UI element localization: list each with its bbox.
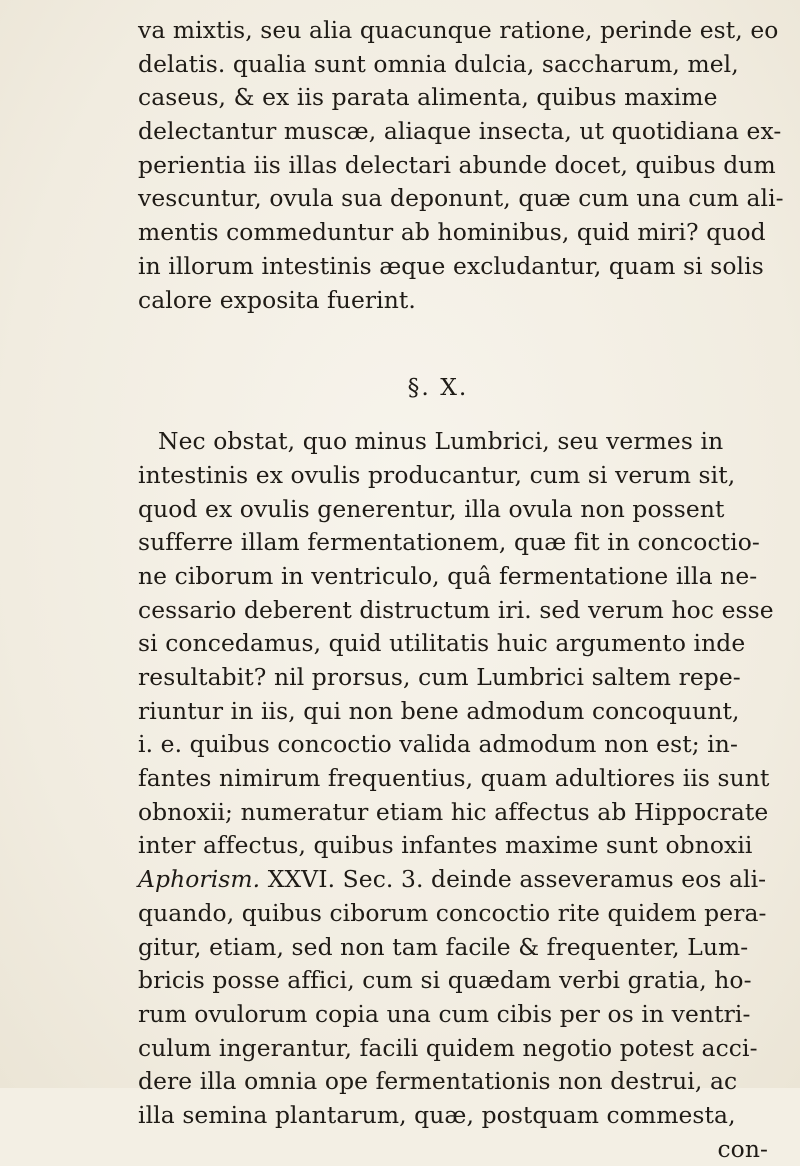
text-line: vescuntur, ovula sua deponunt, quæ cum una cum ali- — [138, 184, 784, 213]
text-line: culum ingerantur, facili quidem negotio potest acci- — [138, 1033, 758, 1062]
text-line: intestinis ex ovulis producantur, cum si verum sit, — [138, 460, 736, 489]
text-line: cessario deberent distructum iri. sed verum hoc esse — [138, 595, 774, 624]
text-line: resultabit? nil prorsus, cum Lumbrici saltem repe- — [138, 663, 741, 691]
text-line: i. e. quibus concoctio valida admodum non est; in- — [138, 730, 738, 759]
aphorism-abbrev: Aphorism. — [138, 865, 261, 894]
text-line: obnoxii; numeratur etiam hic affectus ab Hippocrate — [138, 797, 769, 826]
text-line: in illorum intestinis æque excludantur, quam si solis — [138, 251, 764, 280]
paragraph-2 — [138, 425, 778, 1132]
text-line: va mixtis, seu alia quacunque ratione, perinde est, eo — [138, 16, 779, 44]
text-line: sufferre illam fermentationem, quæ fit in concoctio- — [138, 528, 760, 557]
text-line: delatis. qualia sunt omnia dulcia, saccharum, mel, — [138, 49, 739, 78]
catchword: con- — [717, 1134, 768, 1163]
text-line: delectantur muscæ, aliaque insecta, ut quotidiana ex- — [138, 117, 782, 146]
text-line: illa semina plantarum, quæ, postquam commesta, — [138, 1100, 736, 1129]
text-line: caseus, & ex iis parata alimenta, quibus maxime — [138, 83, 718, 112]
text-block — [138, 14, 784, 1166]
text-line: gitur, etiam, sed non tam facile & frequenter, Lum- — [138, 932, 749, 961]
text-line: si concedamus, quid utilitatis huic argumento inde — [138, 629, 746, 658]
text-line: inter affectus, quibus infantes maxime sunt obnoxii — [138, 831, 753, 860]
text-line: quando, quibus ciborum concoctio rite quidem pera- — [138, 898, 767, 927]
text-line: mentis commeduntur ab hominibus, quid miri? quod — [138, 218, 766, 247]
paragraph-1 — [138, 14, 784, 317]
aphorism-rest: XXVI. Sec. 3. deinde asseveramus eos ali- — [260, 865, 767, 894]
text-line: bricis posse affici, cum si quædam verbi gratia, ho- — [138, 966, 752, 995]
text-line: fantes nimirum frequentius, quam adultiores iis sunt — [138, 764, 770, 793]
text-line: ne ciborum in ventriculo, quâ fermentatione illa ne- — [138, 561, 758, 590]
text-line: calore exposita fuerint. — [138, 285, 416, 314]
text-line: dere illa omnia ope fermentationis non destrui, ac — [138, 1067, 738, 1096]
text-line: rum ovulorum copia una cum cibis per os in ventri- — [138, 999, 751, 1028]
text-line: perientia iis illas delectari abunde docet, quibus dum — [138, 150, 776, 179]
spacer — [138, 317, 778, 349]
text-line: Nec obstat, quo minus Lumbrici, seu vermes in — [158, 427, 724, 456]
aphorism-line — [138, 863, 778, 897]
text-line: riuntur in iis, qui non bene admodum concoquunt, — [138, 696, 740, 725]
section-heading: §. X. — [407, 373, 469, 402]
text-line: quod ex ovulis generentur, illa ovula non possent — [138, 494, 725, 523]
